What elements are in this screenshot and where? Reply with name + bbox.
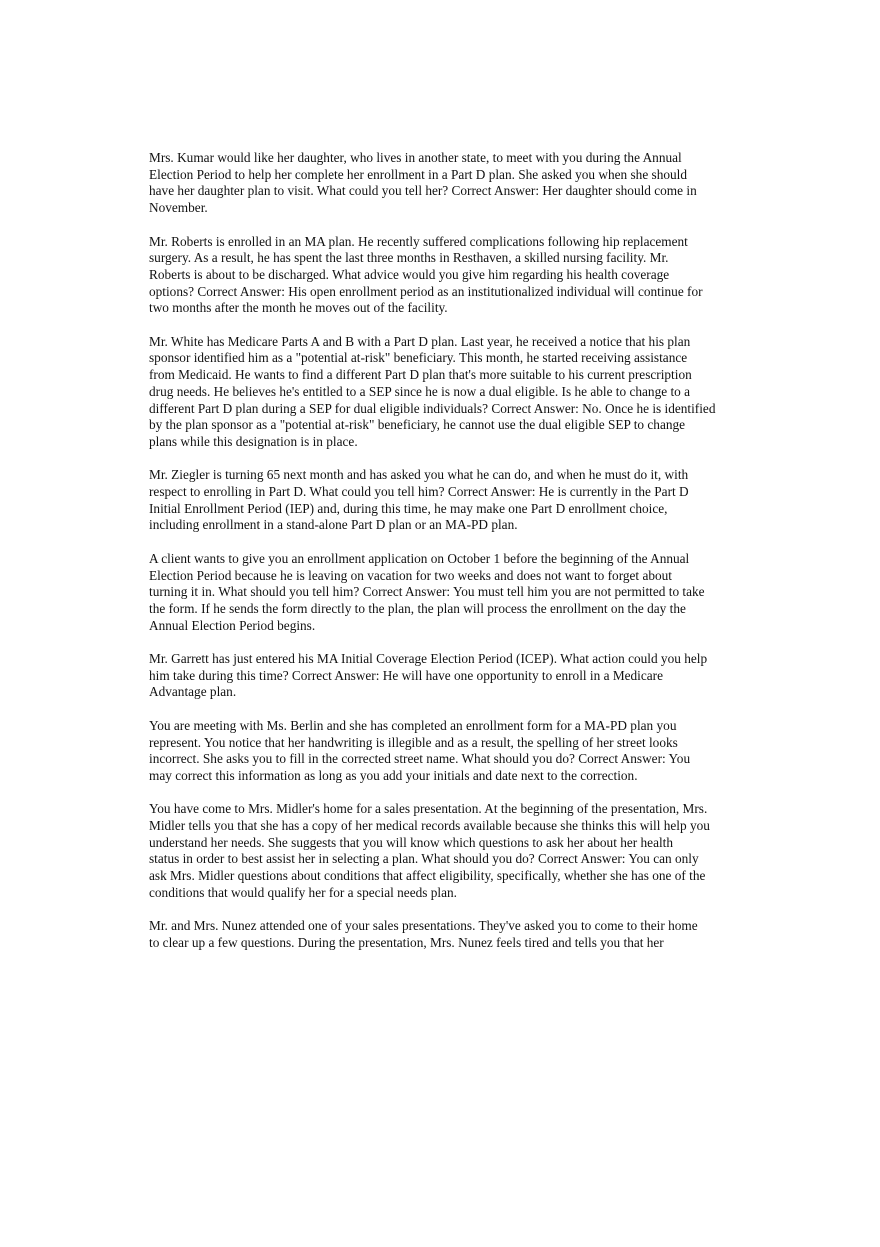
paragraph <box>149 718 739 785</box>
paragraph <box>149 150 739 217</box>
text-line: Mr. White has Medicare Parts A and B with a Part D plan. Last year, he received a notice that his plan <box>149 333 691 349</box>
paragraph <box>149 918 739 951</box>
paragraph <box>149 334 739 451</box>
text-line: surgery. As a result, he has spent the last three months in Resthaven, a skilled nursing facility. Mr. <box>149 250 669 266</box>
text-line: Mr. Roberts is enrolled in an MA plan. He recently suffered complications following hip replacement <box>149 233 688 249</box>
text-line: sponsor identified him as a "potential at-risk" beneficiary. This month, he started receiving assistance <box>149 350 688 366</box>
text-line: have her daughter plan to visit. What could you tell her? Correct Answer: Her daughter should come in <box>149 183 697 199</box>
text-line: options? Correct Answer: His open enrollment period as an institutionalized individual will continue for <box>149 283 703 299</box>
text-line: represent. You notice that her handwriting is illegible and as a result, the spelling of her street looks <box>149 734 678 750</box>
text-line: Midler tells you that she has a copy of her medical records available because she thinks this will help you <box>149 818 710 834</box>
paragraph <box>149 551 739 635</box>
text-line: including enrollment in a stand-alone Part D plan or an MA-PD plan. <box>149 517 518 533</box>
text-line: turning it in. What should you tell him? Correct Answer: You must tell him you are not permitted to take <box>149 584 705 600</box>
paragraph <box>149 234 739 318</box>
text-line: Mr. Garrett has just entered his MA Initial Coverage Election Period (ICEP). What action could you help <box>149 651 708 667</box>
text-line: You have come to Mrs. Midler's home for a sales presentation. At the beginning of the presentation, Mrs. <box>149 801 708 817</box>
document-body <box>149 150 739 968</box>
text-line: Initial Enrollment Period (IEP) and, during this time, he may make one Part D enrollment choice, <box>149 500 668 516</box>
text-line: Annual Election Period begins. <box>149 617 316 633</box>
text-line: may correct this information as long as you add your initials and date next to the correction. <box>149 767 638 783</box>
text-line: the form. If he sends the form directly to the plan, the plan will process the enrollment on the day the <box>149 600 686 616</box>
text-line: Roberts is about to be discharged. What advice would you give him regarding his health coverage <box>149 266 670 282</box>
text-line: understand her needs. She suggests that you will know which questions to ask her about her health <box>149 834 674 850</box>
text-line: Mrs. Kumar would like her daughter, who lives in another state, to meet with you during the Annual <box>149 150 682 165</box>
text-line: Mr. and Mrs. Nunez attended one of your sales presentations. They've asked you to come to their home <box>149 918 698 934</box>
text-line: November. <box>149 200 208 216</box>
text-line: plans while this designation is in place. <box>149 433 358 449</box>
text-line: him take during this time? Correct Answer: He will have one opportunity to enroll in a Medicare <box>149 667 664 683</box>
text-line: from Medicaid. He wants to find a different Part D plan that's more suitable to his current prescription <box>149 367 692 383</box>
text-line: Mr. Ziegler is turning 65 next month and has asked you what he can do, and when he must do it, with <box>149 467 689 483</box>
paragraph <box>149 651 739 701</box>
text-line: Advantage plan. <box>149 684 237 700</box>
text-line: to clear up a few questions. During the presentation, Mrs. Nunez feels tired and tells you that her <box>149 934 664 950</box>
text-line: by the plan sponsor as a "potential at-risk" beneficiary, he cannot use the dual eligible SEP to change <box>149 417 686 433</box>
paragraph <box>149 467 739 534</box>
text-line: status in order to best assist her in selecting a plan. What should you do? Correct Answer: You can only <box>149 851 699 867</box>
text-line: drug needs. He believes he's entitled to a SEP since he is now a dual eligible. Is he able to change to a <box>149 383 691 399</box>
text-line: respect to enrolling in Part D. What could you tell him? Correct Answer: He is currently in the Part D <box>149 484 689 500</box>
text-line: You are meeting with Ms. Berlin and she has completed an enrollment form for a MA-PD plan you <box>149 717 677 733</box>
text-line: Election Period to help her complete her enrollment in a Part D plan. She asked you when she should <box>149 166 688 182</box>
text-line: two months after the month he moves out of the facility. <box>149 300 448 316</box>
text-line: incorrect. She asks you to fill in the corrected street name. What should you do? Correct Answer: You <box>149 751 691 767</box>
text-line: conditions that would qualify her for a special needs plan. <box>149 884 457 900</box>
text-line: A client wants to give you an enrollment application on October 1 before the beginning of the Annual <box>149 550 690 566</box>
text-line: ask Mrs. Midler questions about conditions that affect eligibility, specifically, whether she has one of the <box>149 868 706 884</box>
paragraph <box>149 801 739 901</box>
text-line: different Part D plan during a SEP for dual eligible individuals? Correct Answer: No. Once he is identified <box>149 400 716 416</box>
text-line: Election Period because he is leaving on vacation for two weeks and does not want to forget about <box>149 567 672 583</box>
